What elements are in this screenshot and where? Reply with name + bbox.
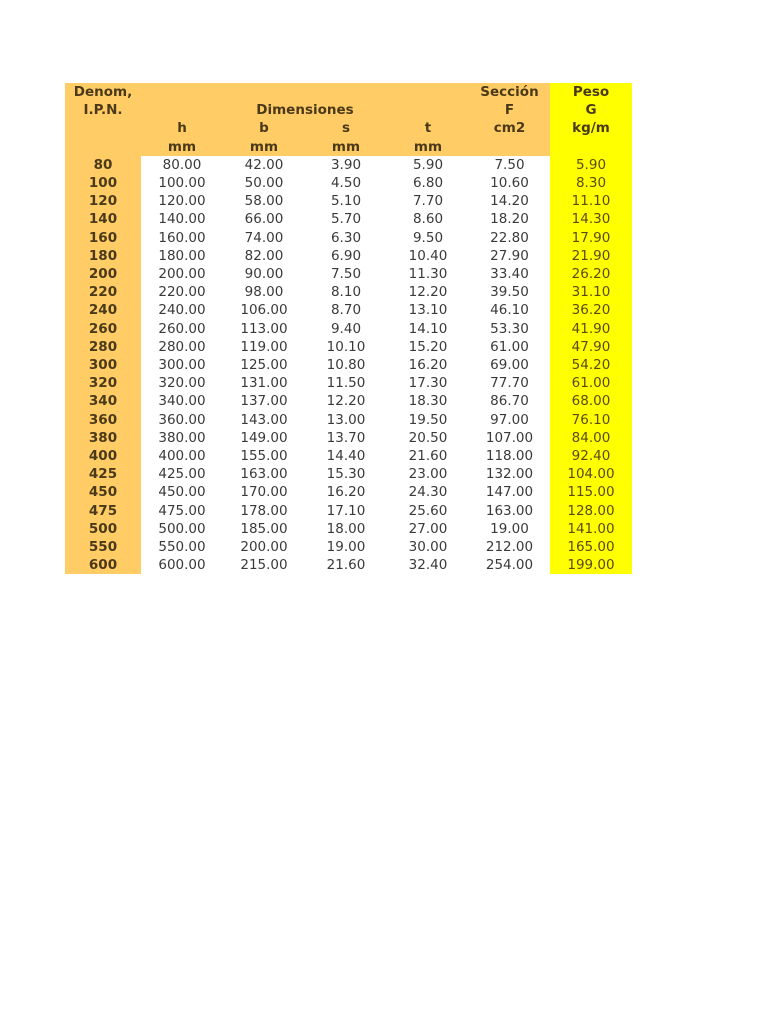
cell-b: 125.00	[223, 356, 305, 374]
cell-seccion: 132.00	[469, 465, 550, 483]
cell-s: 10.80	[305, 356, 387, 374]
header-row-3	[65, 119, 632, 137]
cell-denomination: 160	[65, 229, 141, 247]
header-t-symbol: t	[387, 119, 469, 137]
cell-seccion: 19.00	[469, 520, 550, 538]
cell-s: 4.50	[305, 174, 387, 192]
cell-h: 600.00	[141, 556, 223, 574]
cell-seccion: 27.90	[469, 247, 550, 265]
cell-seccion: 69.00	[469, 356, 550, 374]
table-row	[65, 520, 632, 538]
cell-s: 13.70	[305, 429, 387, 447]
header-h-unit: mm	[141, 138, 223, 156]
cell-seccion: 7.50	[469, 156, 550, 174]
cell-s: 19.00	[305, 538, 387, 556]
cell-h: 220.00	[141, 283, 223, 301]
cell-peso: 26.20	[550, 265, 632, 283]
cell-t: 17.30	[387, 374, 469, 392]
header-blank-cell	[141, 83, 223, 101]
cell-t: 5.90	[387, 156, 469, 174]
header-dimensiones-label: Dimensiones	[141, 101, 469, 119]
header-seccion-unit: cm2	[469, 119, 550, 137]
cell-denomination: 320	[65, 374, 141, 392]
cell-b: 50.00	[223, 174, 305, 192]
cell-seccion: 53.30	[469, 320, 550, 338]
cell-s: 5.70	[305, 210, 387, 228]
cell-denomination: 550	[65, 538, 141, 556]
cell-t: 18.30	[387, 392, 469, 410]
cell-s: 17.10	[305, 502, 387, 520]
cell-peso: 47.90	[550, 338, 632, 356]
ipn-profile-table	[65, 83, 632, 574]
cell-s: 7.50	[305, 265, 387, 283]
cell-denomination: 380	[65, 429, 141, 447]
header-s-symbol: s	[305, 119, 387, 137]
table-row	[65, 229, 632, 247]
table-row	[65, 411, 632, 429]
cell-h: 320.00	[141, 374, 223, 392]
cell-peso: 61.00	[550, 374, 632, 392]
cell-peso: 84.00	[550, 429, 632, 447]
header-blank-cell	[305, 83, 387, 101]
cell-t: 27.00	[387, 520, 469, 538]
cell-h: 340.00	[141, 392, 223, 410]
table-row	[65, 174, 632, 192]
cell-peso: 128.00	[550, 502, 632, 520]
cell-t: 15.20	[387, 338, 469, 356]
cell-s: 5.10	[305, 192, 387, 210]
cell-peso: 36.20	[550, 301, 632, 319]
cell-t: 30.00	[387, 538, 469, 556]
cell-denomination: 280	[65, 338, 141, 356]
cell-peso: 141.00	[550, 520, 632, 538]
cell-b: 143.00	[223, 411, 305, 429]
cell-b: 74.00	[223, 229, 305, 247]
cell-b: 131.00	[223, 374, 305, 392]
cell-seccion: 10.60	[469, 174, 550, 192]
cell-h: 425.00	[141, 465, 223, 483]
table-row	[65, 483, 632, 501]
cell-s: 12.20	[305, 392, 387, 410]
cell-b: 155.00	[223, 447, 305, 465]
cell-denomination: 475	[65, 502, 141, 520]
cell-seccion: 39.50	[469, 283, 550, 301]
cell-peso: 41.90	[550, 320, 632, 338]
table-header	[65, 83, 632, 156]
cell-peso: 115.00	[550, 483, 632, 501]
cell-h: 500.00	[141, 520, 223, 538]
cell-denomination: 400	[65, 447, 141, 465]
table-row	[65, 447, 632, 465]
cell-s: 21.60	[305, 556, 387, 574]
cell-t: 24.30	[387, 483, 469, 501]
cell-t: 12.20	[387, 283, 469, 301]
cell-seccion: 147.00	[469, 483, 550, 501]
cell-peso: 11.10	[550, 192, 632, 210]
cell-peso: 54.20	[550, 356, 632, 374]
cell-b: 106.00	[223, 301, 305, 319]
cell-s: 10.10	[305, 338, 387, 356]
cell-seccion: 107.00	[469, 429, 550, 447]
cell-s: 6.30	[305, 229, 387, 247]
cell-t: 7.70	[387, 192, 469, 210]
ipn-profile-table-container	[65, 83, 632, 574]
cell-denomination: 360	[65, 411, 141, 429]
cell-peso: 92.40	[550, 447, 632, 465]
cell-denomination: 100	[65, 174, 141, 192]
cell-denomination: 500	[65, 520, 141, 538]
cell-denomination: 220	[65, 283, 141, 301]
cell-h: 450.00	[141, 483, 223, 501]
cell-h: 260.00	[141, 320, 223, 338]
cell-h: 380.00	[141, 429, 223, 447]
header-peso-unit: kg/m	[550, 119, 632, 137]
header-row-4	[65, 138, 632, 156]
cell-denomination: 340	[65, 392, 141, 410]
cell-denomination: 200	[65, 265, 141, 283]
table-row	[65, 192, 632, 210]
cell-seccion: 22.80	[469, 229, 550, 247]
header-blank-cell	[65, 119, 141, 137]
cell-seccion: 18.20	[469, 210, 550, 228]
cell-denomination: 260	[65, 320, 141, 338]
cell-denomination: 300	[65, 356, 141, 374]
cell-denomination: 80	[65, 156, 141, 174]
header-blank-cell	[469, 138, 550, 156]
cell-s: 15.30	[305, 465, 387, 483]
cell-denomination: 240	[65, 301, 141, 319]
header-b-symbol: b	[223, 119, 305, 137]
cell-seccion: 163.00	[469, 502, 550, 520]
cell-s: 13.00	[305, 411, 387, 429]
cell-h: 475.00	[141, 502, 223, 520]
table-row	[65, 429, 632, 447]
cell-peso: 199.00	[550, 556, 632, 574]
cell-t: 21.60	[387, 447, 469, 465]
cell-peso: 76.10	[550, 411, 632, 429]
cell-s: 6.90	[305, 247, 387, 265]
cell-t: 23.00	[387, 465, 469, 483]
cell-peso: 8.30	[550, 174, 632, 192]
cell-b: 98.00	[223, 283, 305, 301]
table-row	[65, 320, 632, 338]
cell-h: 550.00	[141, 538, 223, 556]
cell-t: 25.60	[387, 502, 469, 520]
cell-b: 113.00	[223, 320, 305, 338]
cell-seccion: 46.10	[469, 301, 550, 319]
header-denom-label: Denom,	[65, 83, 141, 101]
header-blank-cell	[387, 83, 469, 101]
cell-h: 240.00	[141, 301, 223, 319]
cell-h: 280.00	[141, 338, 223, 356]
header-t-unit: mm	[387, 138, 469, 156]
cell-t: 32.40	[387, 556, 469, 574]
cell-peso: 68.00	[550, 392, 632, 410]
cell-s: 16.20	[305, 483, 387, 501]
cell-h: 180.00	[141, 247, 223, 265]
cell-h: 80.00	[141, 156, 223, 174]
cell-s: 14.40	[305, 447, 387, 465]
cell-t: 14.10	[387, 320, 469, 338]
cell-b: 82.00	[223, 247, 305, 265]
cell-t: 19.50	[387, 411, 469, 429]
table-row	[65, 502, 632, 520]
cell-s: 11.50	[305, 374, 387, 392]
cell-b: 163.00	[223, 465, 305, 483]
cell-s: 9.40	[305, 320, 387, 338]
cell-seccion: 212.00	[469, 538, 550, 556]
cell-peso: 165.00	[550, 538, 632, 556]
cell-t: 6.80	[387, 174, 469, 192]
cell-s: 8.10	[305, 283, 387, 301]
cell-b: 119.00	[223, 338, 305, 356]
cell-h: 400.00	[141, 447, 223, 465]
cell-seccion: 97.00	[469, 411, 550, 429]
cell-t: 20.50	[387, 429, 469, 447]
cell-denomination: 425	[65, 465, 141, 483]
cell-t: 9.50	[387, 229, 469, 247]
table-body	[65, 156, 632, 575]
table-row	[65, 392, 632, 410]
cell-peso: 31.10	[550, 283, 632, 301]
cell-seccion: 77.70	[469, 374, 550, 392]
cell-b: 215.00	[223, 556, 305, 574]
cell-t: 10.40	[387, 247, 469, 265]
header-row-1	[65, 83, 632, 101]
cell-b: 66.00	[223, 210, 305, 228]
cell-s: 8.70	[305, 301, 387, 319]
table-row	[65, 538, 632, 556]
cell-denomination: 600	[65, 556, 141, 574]
header-seccion-label: Sección	[469, 83, 550, 101]
cell-peso: 104.00	[550, 465, 632, 483]
cell-b: 170.00	[223, 483, 305, 501]
table-row	[65, 247, 632, 265]
header-h-symbol: h	[141, 119, 223, 137]
cell-h: 140.00	[141, 210, 223, 228]
cell-seccion: 14.20	[469, 192, 550, 210]
cell-t: 16.20	[387, 356, 469, 374]
header-peso-symbol: G	[550, 101, 632, 119]
table-row	[65, 556, 632, 574]
cell-peso: 21.90	[550, 247, 632, 265]
cell-h: 200.00	[141, 265, 223, 283]
cell-denomination: 140	[65, 210, 141, 228]
cell-b: 137.00	[223, 392, 305, 410]
cell-b: 90.00	[223, 265, 305, 283]
cell-s: 18.00	[305, 520, 387, 538]
cell-seccion: 33.40	[469, 265, 550, 283]
table-row	[65, 465, 632, 483]
cell-denomination: 450	[65, 483, 141, 501]
cell-b: 185.00	[223, 520, 305, 538]
cell-peso: 14.30	[550, 210, 632, 228]
cell-b: 200.00	[223, 538, 305, 556]
header-peso-label: Peso	[550, 83, 632, 101]
cell-b: 178.00	[223, 502, 305, 520]
table-row	[65, 338, 632, 356]
cell-h: 160.00	[141, 229, 223, 247]
cell-peso: 5.90	[550, 156, 632, 174]
cell-denomination: 120	[65, 192, 141, 210]
cell-s: 3.90	[305, 156, 387, 174]
cell-seccion: 61.00	[469, 338, 550, 356]
cell-b: 58.00	[223, 192, 305, 210]
header-blank-cell	[65, 138, 141, 156]
cell-seccion: 254.00	[469, 556, 550, 574]
cell-h: 100.00	[141, 174, 223, 192]
header-seccion-symbol: F	[469, 101, 550, 119]
table-row	[65, 283, 632, 301]
table-row	[65, 374, 632, 392]
cell-b: 42.00	[223, 156, 305, 174]
table-row	[65, 210, 632, 228]
header-blank-cell	[223, 83, 305, 101]
cell-t: 11.30	[387, 265, 469, 283]
table-row	[65, 356, 632, 374]
cell-b: 149.00	[223, 429, 305, 447]
header-row-2	[65, 101, 632, 119]
cell-t: 8.60	[387, 210, 469, 228]
table-row	[65, 301, 632, 319]
cell-denomination: 180	[65, 247, 141, 265]
cell-seccion: 86.70	[469, 392, 550, 410]
header-blank-cell	[550, 138, 632, 156]
header-ipn-label: I.P.N.	[65, 101, 141, 119]
cell-h: 300.00	[141, 356, 223, 374]
table-row	[65, 156, 632, 174]
cell-seccion: 118.00	[469, 447, 550, 465]
header-b-unit: mm	[223, 138, 305, 156]
cell-peso: 17.90	[550, 229, 632, 247]
cell-t: 13.10	[387, 301, 469, 319]
header-s-unit: mm	[305, 138, 387, 156]
table-row	[65, 265, 632, 283]
cell-h: 360.00	[141, 411, 223, 429]
cell-h: 120.00	[141, 192, 223, 210]
